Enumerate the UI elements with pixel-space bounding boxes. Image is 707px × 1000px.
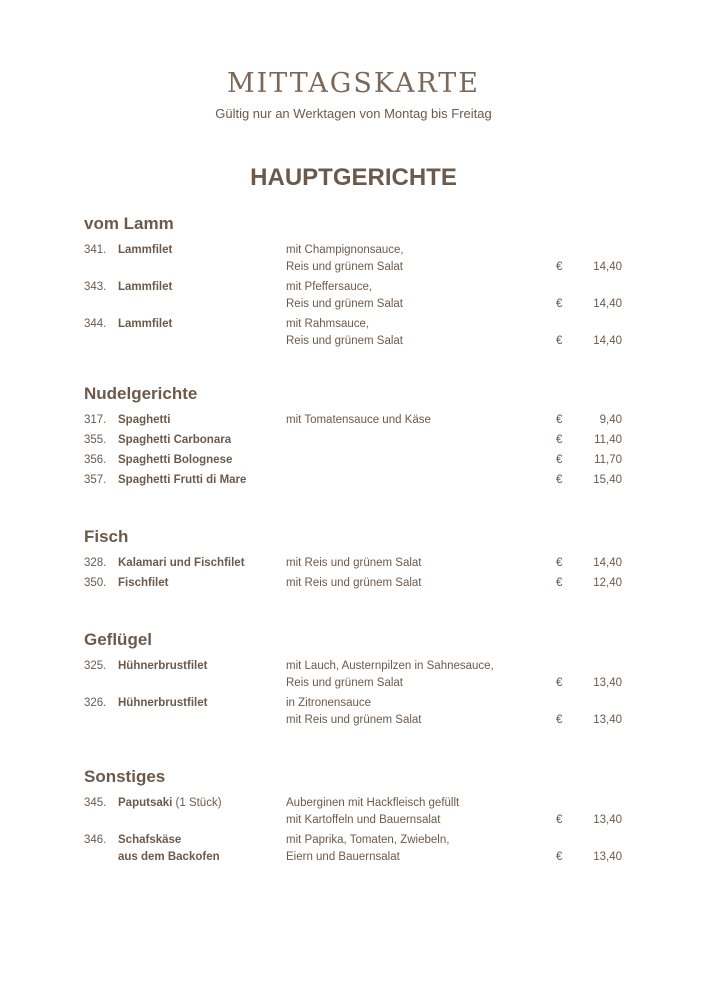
item-description — [286, 658, 546, 692]
item-name-line2: aus dem Backofen — [118, 851, 220, 863]
description-line: mit Paprika, Tomaten, Zwiebeln, — [286, 834, 450, 846]
item-description — [286, 575, 546, 592]
description-line: mit Rahmsauce, — [286, 318, 370, 330]
menu-item — [84, 472, 644, 489]
item-number: 344. — [84, 318, 107, 330]
euro-sign: € — [556, 474, 563, 486]
section-fisch — [84, 525, 644, 595]
item-description — [286, 316, 546, 350]
euro-sign: € — [556, 851, 563, 863]
section-title: Geflügel — [84, 630, 153, 649]
item-note: (1 Stück) — [172, 797, 222, 809]
description-line: mit Kartoffeln und Bauernsalat — [286, 814, 441, 826]
item-description — [286, 472, 546, 489]
item-number: 357. — [84, 474, 107, 486]
item-name: Lammfilet — [118, 318, 173, 330]
section-title: Sonstiges — [84, 767, 166, 786]
section-title: Fisch — [84, 527, 129, 546]
description-line: mit Reis und grünem Salat — [286, 714, 422, 726]
item-price: 14,40 — [593, 261, 622, 273]
item-name: Hühnerbrustfilet — [118, 660, 208, 672]
page-header-title: MITTAGSKARTE — [226, 68, 481, 99]
item-price: 14,40 — [593, 335, 622, 347]
euro-sign: € — [556, 577, 563, 589]
page-subtitle: Gültig nur an Werktagen von Montag bis Freitag — [215, 106, 492, 121]
item-price: 9,40 — [599, 414, 622, 426]
description-line: Reis und grünem Salat — [286, 335, 403, 347]
item-description — [286, 555, 546, 572]
item-number: 350. — [84, 577, 107, 589]
item-name: Spaghetti Bolognese — [118, 454, 233, 466]
section-nudelgerichte — [84, 382, 644, 492]
description-line: Auberginen mit Hackfleisch gefüllt — [286, 797, 460, 809]
euro-sign: € — [556, 557, 563, 569]
euro-sign: € — [556, 714, 563, 726]
euro-sign: € — [556, 814, 563, 826]
item-number: 326. — [84, 697, 107, 709]
section-gefluegel — [84, 628, 644, 732]
section-title: vom Lamm — [84, 214, 174, 233]
item-price: 14,40 — [593, 557, 622, 569]
section-lamm — [84, 212, 644, 353]
main-title: HAUPTGERICHTE — [250, 164, 457, 191]
description-line: in Zitronensauce — [286, 697, 372, 709]
item-price: 13,40 — [593, 851, 622, 863]
section-sonstiges — [84, 765, 644, 869]
item-price: 14,40 — [593, 298, 622, 310]
item-number: 317. — [84, 414, 107, 426]
item-name: Paputsaki — [118, 797, 173, 809]
item-number: 345. — [84, 797, 107, 809]
item-number: 346. — [84, 834, 107, 846]
euro-sign: € — [556, 434, 563, 446]
item-description — [286, 832, 546, 866]
item-name: Schafskäse — [118, 834, 182, 846]
menu-item — [84, 242, 644, 276]
item-description — [286, 432, 546, 449]
description-line: mit Champignonsauce, — [286, 244, 404, 256]
description-line: Reis und grünem Salat — [286, 261, 403, 273]
menu-item — [84, 279, 644, 313]
item-price: 11,70 — [594, 454, 622, 466]
euro-sign: € — [556, 335, 563, 347]
item-description — [286, 242, 546, 276]
euro-sign: € — [556, 677, 563, 689]
item-price: 13,40 — [593, 814, 622, 826]
item-name: Kalamari und Fischfilet — [118, 557, 245, 569]
item-name: Spaghetti Carbonara — [118, 434, 232, 446]
item-name: Lammfilet — [118, 281, 173, 293]
item-name: Spaghetti — [118, 414, 171, 426]
menu-item — [84, 575, 644, 592]
item-name: Fischfilet — [118, 577, 169, 589]
item-price: 11,40 — [594, 434, 622, 446]
description-line: Reis und grünem Salat — [286, 298, 403, 310]
menu-item — [84, 412, 644, 429]
item-name: Hühnerbrustfilet — [118, 697, 208, 709]
item-name-wrapper — [118, 795, 284, 812]
item-name: Spaghetti Frutti di Mare — [118, 474, 247, 486]
description-line: mit Pfeffersauce, — [286, 281, 373, 293]
item-number: 355. — [84, 434, 107, 446]
item-description — [286, 452, 546, 469]
description-line: mit Reis und grünem Salat — [286, 577, 422, 589]
menu-item — [84, 452, 644, 469]
item-description — [286, 695, 546, 729]
description-line: mit Reis und grünem Salat — [286, 557, 422, 569]
item-name: Lammfilet — [118, 244, 173, 256]
euro-sign: € — [556, 454, 563, 466]
section-title: Nudelgerichte — [84, 384, 198, 403]
menu-item — [84, 695, 644, 729]
menu-item — [84, 658, 644, 692]
description-line: mit Tomatensauce und Käse — [286, 414, 431, 426]
description-line: Reis und grünem Salat — [286, 677, 403, 689]
menu-item — [84, 795, 644, 829]
euro-sign: € — [556, 261, 563, 273]
item-description — [286, 279, 546, 313]
item-name-wrapper — [118, 832, 284, 866]
description-line: mit Lauch, Austernpilzen in Sahnesauce, — [286, 660, 494, 672]
item-number: 356. — [84, 454, 107, 466]
euro-sign: € — [556, 298, 563, 310]
item-number: 325. — [84, 660, 107, 672]
item-price: 13,40 — [593, 714, 622, 726]
euro-sign: € — [556, 414, 563, 426]
menu-item — [84, 555, 644, 572]
item-price: 13,40 — [593, 677, 622, 689]
item-number: 343. — [84, 281, 107, 293]
item-price: 15,40 — [593, 474, 622, 486]
item-description — [286, 412, 546, 429]
menu-item — [84, 832, 644, 866]
item-price: 12,40 — [593, 577, 622, 589]
item-number: 341. — [84, 244, 107, 256]
item-description — [286, 795, 546, 829]
description-line: Eiern und Bauernsalat — [286, 851, 400, 863]
menu-item — [84, 432, 644, 449]
item-number: 328. — [84, 557, 107, 569]
menu-item — [84, 316, 644, 350]
